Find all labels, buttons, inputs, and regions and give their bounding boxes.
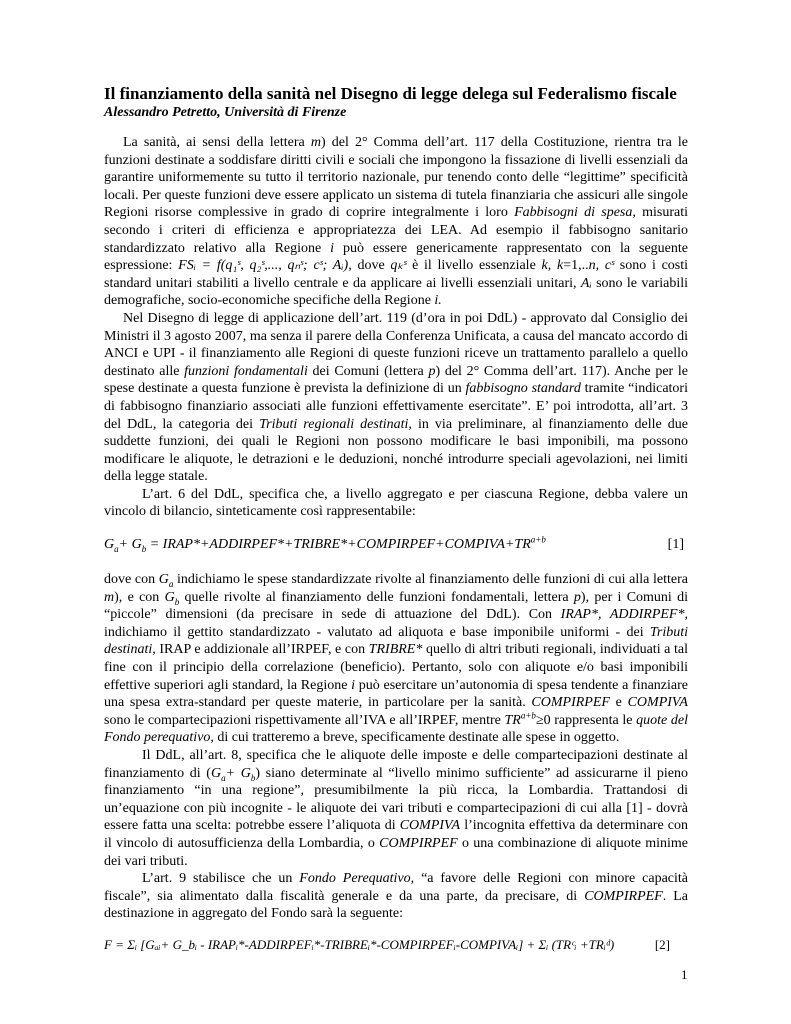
paper-author: Alessandro Petretto, Università di Firenze bbox=[104, 105, 347, 120]
paragraph-2: Nel Disegno di legge di applicazione dell’art. 119 (d’ora in poi DdL) - approvato dal Consiglio dei Ministri il 3 agosto 2007, ma senza il parere della Conferenza Unificata, a causa del mancato accordo di ANCI e UPI - il finanziamento alle Regioni di queste funzioni riceve un trattamento parallelo a quello destinato alle funzioni fondamentali dei Comuni (lettera p) del 2° Comma dell’art. 117). Anche per le spese destinate a questa funzione è prevista la definizione di un fabbisogno standard tramite “indicatori di fabbisogno finanziario associati alle funzioni effettivamente esercitate”. E’ poi introdotta, all’art. 3 del DdL, la categoria dei Tributi regionali destinati, in via preliminare, al finanziamento delle due suddette funzioni, dei quali le Regioni non possono modificare le basi imponibili, ma possono modificare le aliquote, le detrazioni e le deduzioni, nonché introdurre speciali agevolazioni, nei limiti della legge statale. bbox=[104, 310, 688, 485]
document-body bbox=[104, 84, 688, 955]
paragraph-1: La sanità, ai sensi della lettera m) del 2° Comma dell’art. 117 della Costituzione, rientra tra le funzioni destinate a soddisfare diritti civili e sociali che impongono la fissazione di livelli essenziali da garantire uniformemente su tutto il territorio nazionale, pur tenendo conto delle “legittime” specificità locali. Per queste funzioni deve essere applicato un sistema di tutela finanziaria che assicuri alle singole Regioni risorse complessive in grado di coprire integralmente i loro Fabbisogni di spesa, misurati secondo i criteri di efficienza e appropriatezza dei LEA. Ad esempio il fabbisogno sanitario standardizzato relativo alla Regione i può essere genericamente rappresentato con la seguente espressione: FSᵢ = f(q₁ˢ, q₂ˢ,..., qₙˢ; cˢ; Aᵢ), dove qₖˢ è il livello essenziale k, k=1,..n, cˢ sono i costi standard unitari stabiliti a livello centrale e da applicare ai livelli essenziali unitari, Aᵢ sono le variabili demografiche, socio-economiche specifiche della Regione i. bbox=[104, 135, 689, 309]
fabbisogno-formula: FSᵢ = f(q₁ˢ, q₂ˢ,..., qₙˢ; cˢ; Aᵢ) bbox=[178, 258, 349, 274]
page-number: 1 bbox=[681, 967, 688, 982]
paragraph-5: Il DdL, all’art. 8, specifica che le aliquote delle imposte e delle compartecipazioni destinate al finanziamento di $(G_a+ G_b)$ siano determinate al “livello minimo sufficiente” ad assicurarne il pieno finanziamento “in una regione”, presumibilmente la più ricca, la Lombardia. Trattandosi di un’equazione con più incognite - le aliquote dei vari tributi e compartecipazioni di cui alla [1] - dovrà essere fatta una scelta: potrebbe essere l’aliquota di COMPIVA l’incognita effettiva da determinare con il vincolo di autosufficienza della Lombardia, o COMPIRPEF o una combinazione di aliquote minime dei vari tributi. bbox=[104, 748, 689, 869]
paper-title: Il finanziamento della sanità nel Disegno di legge delega sul Federalismo fiscale bbox=[104, 84, 677, 103]
equation-1: $G_a+ G_b$ = $IRAP*+ADDIRPEF*+TRIBRE*+COMPIRPEF+COMPIVA+TR^{a+b}$ [1] bbox=[104, 534, 684, 554]
paragraph-3: L’art. 6 del DdL, specifica che, a livello aggregato e per ciascuna Regione, debba valere un vincolo di bilancio, sinteticamente così rappresentabile: bbox=[104, 486, 688, 520]
equation-1-number: [1] bbox=[667, 537, 684, 553]
paragraph-4: dove con $G_a$ indichiamo le spese standardizzate rivolte al finanziamento delle funzioni di cui alla lettera m), e con $G_b$ quelle rivolte al finanziamento delle funzioni fondamentali, lettera p), per i Comuni di “piccole” dimensioni (da precisare in sede di attuazione del DdL). Con IRAP*, ADDIRPEF*, indichiamo il gettito standardizzato - valutato ad aliquota e base imponibile uniformi - dei Tributi destinati, IRAP e addizionale all’IRPEF, e con TRIBRE* quello di altri tributi regionali, individuati a tal fine con il principio della correlazione (beneficio). Pertanto, solo con aliquote e/o basi imponibili effettive superiori agli standard, la Regione i può esercitare un’autonomia di spesa tendente a finanziare una spesa extra-standard per queste materie, in particolare per la sanità. COMPIRPEF e COMPIVA sono le compartecipazioni rispettivamente all’IVA e all’IRPEF, mentre $TR^{a+b}\ge 0$ rappresenta le quote del Fondo perequativo, di cui tratteremo a breve, specificamente destinate alle spese in oggetto. bbox=[104, 572, 689, 746]
equation-2-number: [2] bbox=[654, 936, 670, 952]
paragraph-6: L’art. 9 stabilisce che un Fondo Perequativo, “a favore delle Regioni con minore capacità fiscale”, sia alimentato dalla fiscalità generale e da una parte, da precisare, di COMPIRPEF. La destinazione in aggregato del Fondo sarà la seguente: bbox=[104, 871, 689, 922]
equation-2: F = Σᵢ [Gₐᵢ+ G_bᵢ - IRAPᵢ*-ADDIRPEFᵢ*-TRIBREᵢ*-COMPIRPEFᵢ-COMPIVAᵢ] + Σᵢ (TRᶜᵢ +TRᵢᵈ) [2] bbox=[104, 935, 688, 955]
